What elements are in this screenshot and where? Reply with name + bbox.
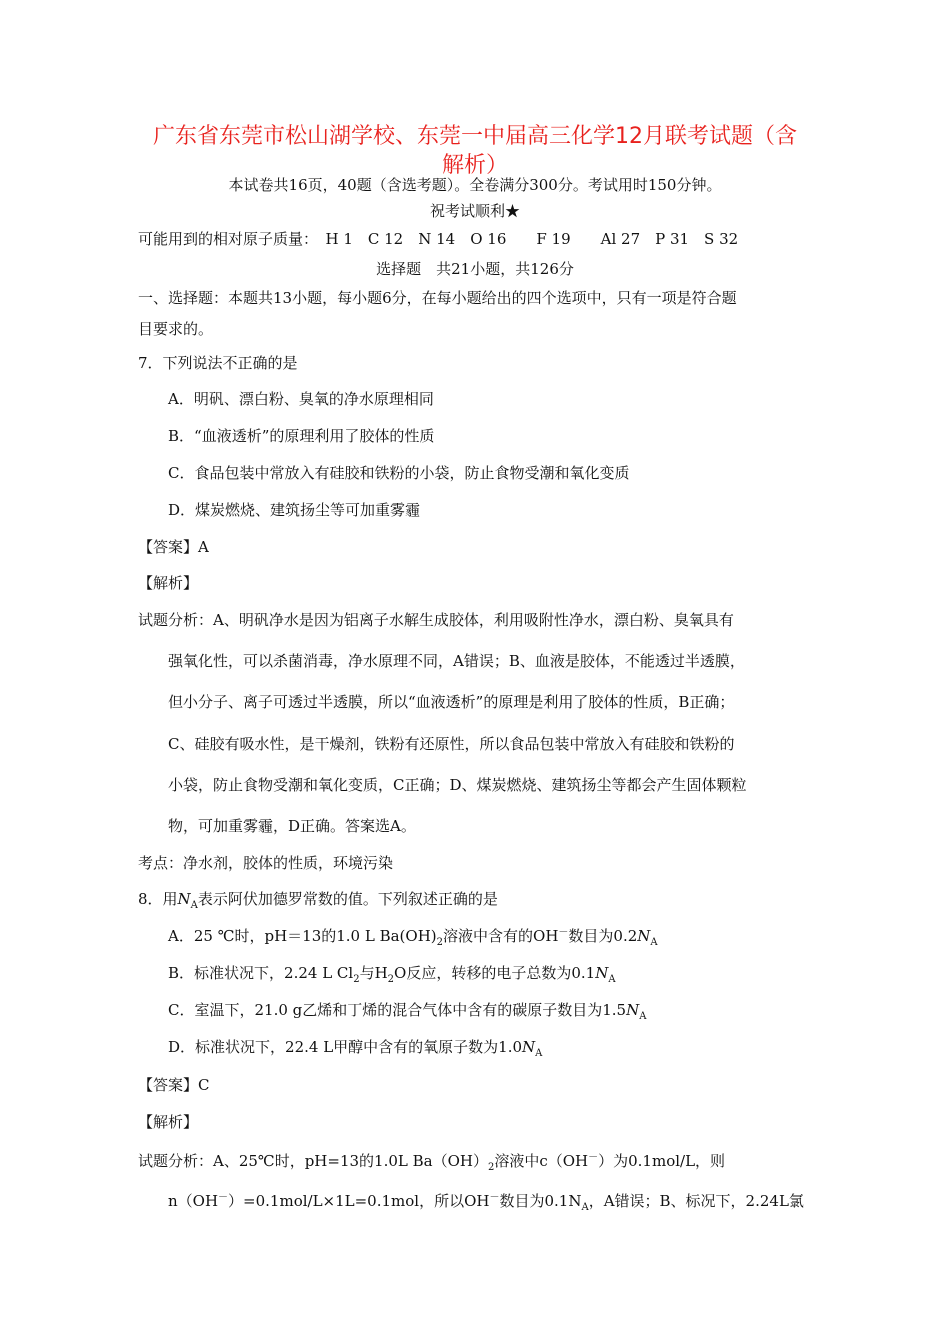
section-header: 选择题 共21小题，共126分: [376, 260, 574, 278]
question-8-analysis-label: 【解析】: [138, 1113, 199, 1131]
document-title: 广东省东莞市松山湖学校、东莞一中届高三化学12月联考试题（含: [153, 124, 797, 149]
question-7-analysis-label: 【解析】: [138, 574, 199, 592]
question-8-option-d: D．标准状况下，22.4 L甲醇中含有的氧原子数为$1.0N_A$: [168, 1038, 543, 1059]
question-7-analysis-line: 强氧化性，可以杀菌消毒，净水原理不同，A错误；B、血液是胶体，不能透过半透膜，: [168, 652, 745, 670]
atomic-masses: 可能用到的相对原子质量： H 1 C 12 N 14 O 16 F 19 Al 27 P 31 S 32: [138, 230, 739, 248]
question-7-option-b: B．“血液透析”的原理利用了胶体的性质: [168, 427, 435, 445]
question-7-option-c: C．食品包装中常放入有硅胶和铁粉的小袋，防止食物受潮和氧化变质: [168, 464, 630, 482]
question-7-analysis-line: C、硅胶有吸水性，是干燥剂，铁粉有还原性，所以食品包装中常放入有硅胶和铁粉的: [168, 735, 735, 753]
question-7-stem: 7．下列说法不正确的是: [138, 354, 298, 372]
question-8-option-c: C．室温下，21.0 g乙烯和丁烯的混合气体中含有的碳原子数目为$1.5N_A$: [168, 1001, 647, 1022]
question-8-analysis-line: n（OH－）=0.1mol/L×1L=0.1mol，所以OH－数目为$0.1N_A$，A错误；B、标况下，2.24L氯: [168, 1192, 804, 1213]
question-7-analysis-line: 物，可加重雾霾，D正确。答案选A。: [168, 817, 416, 835]
question-7-option-d: D．煤炭燃烧、建筑扬尘等可加重雾霾: [168, 501, 421, 519]
question-8-answer: 【答案】C: [138, 1076, 210, 1094]
question-8-analysis-line: 试题分析：A、25℃时，pH=13的1.0L $Ba(OH)_2$溶液中c（OH－）为0.1mol/L，则: [138, 1152, 726, 1173]
question-7-analysis-line: 小袋，防止食物受潮和氧化变质，C正确；D、煤炭燃烧、建筑扬尘等都会产生固体颗粒: [168, 776, 747, 794]
instructions: 一、选择题：本题共13小题，每小题6分，在每小题给出的四个选项中，只有一项是符合题: [138, 289, 737, 307]
blessing: 祝考试顺利★: [429, 202, 520, 220]
question-8-option-b: B．标准状况下，2.24 L $Cl_2$与$H_2O$反应，转移的电子总数为$0.1N_A$: [168, 964, 616, 985]
question-7-answer: 【答案】A: [138, 538, 209, 556]
question-7-analysis-line: 试题分析：A、明矾净水是因为铝离子水解生成胶体，利用吸附性净水，漂白粉、臭氧具有: [138, 611, 734, 629]
instructions-continued: 目要求的。: [138, 320, 214, 338]
question-7-option-a: A．明矾、漂白粉、臭氧的净水原理相同: [168, 390, 434, 408]
exam-info: 本试卷共16页，40题（含选考题）。全卷满分300分。考试用时150分钟。: [228, 176, 722, 194]
question-8-stem: 8．用$N_A$表示阿伏加德罗常数的值。下列叙述正确的是: [138, 890, 498, 911]
question-7-key-points: 考点：净水剂，胶体的性质，环境污染: [138, 854, 394, 872]
question-8-option-a: A．25 ℃时，pH＝13的1.0 L $Ba(OH)_2$溶液中含有的OH－数目为$0.2N_A$: [168, 927, 658, 948]
document-title-continued: 解析）: [441, 153, 508, 178]
question-7-analysis-line: 但小分子、离子可透过半透膜，所以“血液透析”的原理是利用了胶体的性质，B正确；: [168, 693, 735, 711]
